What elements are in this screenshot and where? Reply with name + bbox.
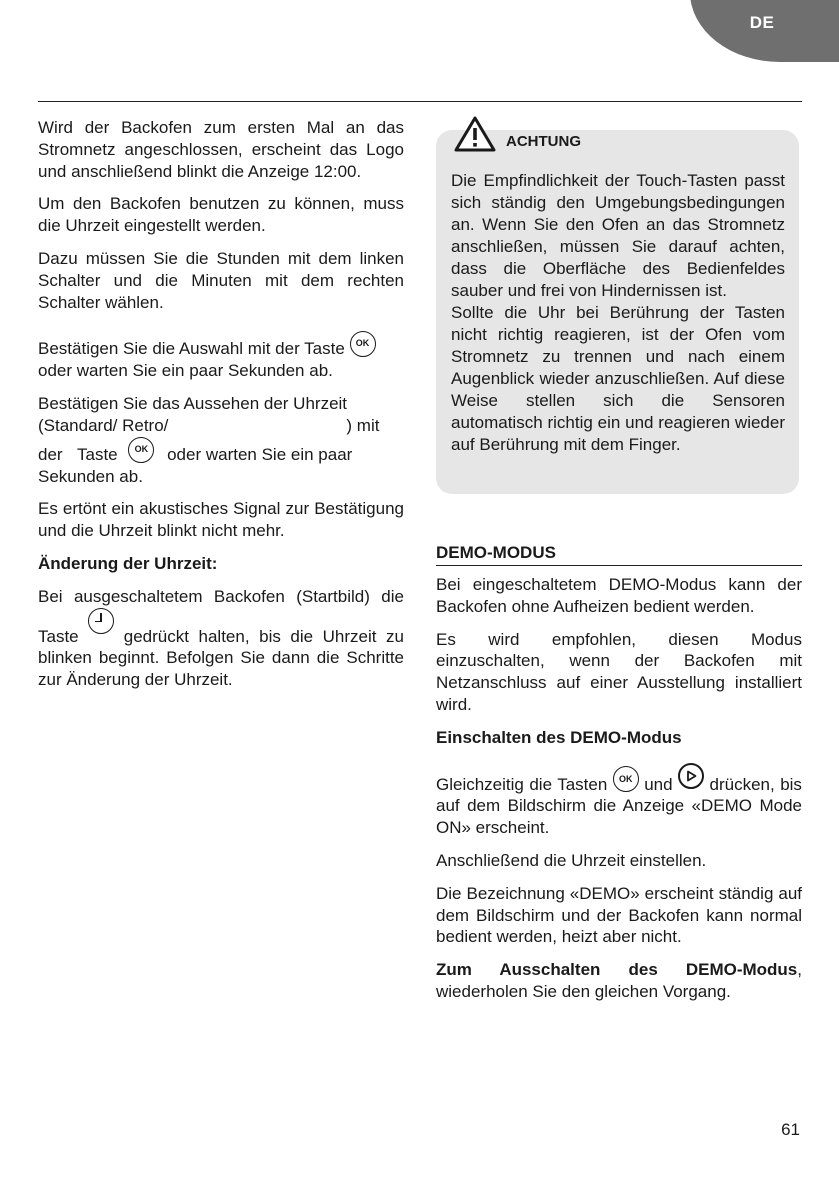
demo-paragraph-1: Bei eingeschaltetem DEMO-Modus kann der Backofen ohne Aufheizen bedient werden. [436,575,802,616]
paragraph-confirm-style [38,393,404,487]
demo-paragraph-5: Die Bezeichnung «DEMO» erscheint ständig auf dem Bildschirm und der Backofen kann normal bedient werden, heizt aber nicht. [436,883,802,947]
ok-icon: OK [128,437,154,463]
clock-icon [88,608,114,634]
style-text-d: oder warten Sie ein paar Sekunden ab. [38,444,353,486]
demo-paragraph-6 [436,959,802,1003]
play-icon [678,763,704,789]
paragraph-confirm-selection [38,331,404,382]
warning-text [451,170,785,456]
paragraph-signal: Es ertönt ein akustisches Signal zur Bestätigung und die Uhrzeit blinkt nicht mehr. [38,499,404,541]
paragraph-first-connection: Wird der Backofen zum ersten Mal an das Stromnetz angeschlossen, erscheint das Logo und anschließend blinkt die Anzeige 12:00. [38,118,404,181]
change-text-b: gedrückt halten, bis die Uhrzeit zu blinken beginnt. Befolgen Sie dann die Schritte zur Änderung der Uhrzeit. [38,626,404,690]
demo-enable-heading: Einschalten des DEMO-Modus [436,727,682,747]
style-text-b: ) mit [346,415,380,435]
demo-text-c: drücken, bis auf dem Bildschirm die Anzeige «DEMO Mode ON» erscheint. [436,774,802,838]
warning-header [454,116,581,152]
confirm-text-b: oder warten Sie ein paar Sekunden ab. [38,361,333,381]
change-text-a: Bei ausgeschaltetem Backofen (Startbild) die Taste [38,586,404,646]
ok-icon: OK [350,331,376,357]
demo-paragraph-4: Anschließend die Uhrzeit einstellen. [436,850,707,870]
demo-paragraph-3 [436,763,802,839]
demo-text-a: Gleichzeitig die Tasten [436,774,608,794]
style-text-a: Bestätigen Sie das Aussehen der Uhrzeit (Standard/ Retro/ [38,394,348,435]
style-text-c: der Taste [38,444,118,464]
demo-paragraph-2: Es wird empfohlen, diesen Modus einzuschalten, wenn der Backofen mit Netzanschluss auf einer Ausstellung installiert wird. [436,629,802,714]
confirm-text-a: Bestätigen Sie die Auswahl mit der Taste [38,339,345,359]
page-number: 61 [781,1120,800,1139]
demo-disable-label: Zum Ausschalten des DEMO-Modus [436,960,798,980]
left-column [38,117,404,702]
paragraph-set-time: Um den Backofen benutzen zu können, muss die Uhrzeit eingestellt werden. [38,194,404,236]
heading-change-time: Änderung der Uhrzeit: [38,553,218,573]
demo-disable-text: , wiederholen Sie den gleichen Vorgang. [436,960,802,1001]
paragraph-change-time [38,586,404,691]
warning-paragraph-2: Sollte die Uhr bei Berührung der Tasten nicht richtig reagieren, ist der Ofen vom Stromnetz zu trennen und nach einem Augenblick wieder anzuschließen. Auf diese Weise stellen sich die Sensoren automatisch richtig ein und reagieren wieder auf Berührung mit dem Finger. [451,303,785,454]
demo-section [436,574,802,1014]
warning-icon [454,116,496,152]
demo-heading: DEMO-MODUS [436,543,802,566]
warning-title: ACHTUNG [506,133,581,150]
language-label: DE [749,13,775,32]
ok-icon: OK [613,766,639,792]
warning-paragraph-1: Die Empfindlichkeit der Touch-Tasten passt sich ständig den Umgebungsbedingungen an. Wenn Sie den Ofen an das Stromnetz anschließen, müssen Sie darauf achten, dass die Oberfläche des Bedienfeldes sauber und frei von Hindernissen ist. [451,171,785,300]
top-divider [38,101,802,102]
paragraph-select-hours: Dazu müssen Sie die Stunden mit dem linken Schalter und die Minuten mit dem rechten Schalter wählen. [38,248,404,312]
demo-text-b: und [644,774,673,794]
